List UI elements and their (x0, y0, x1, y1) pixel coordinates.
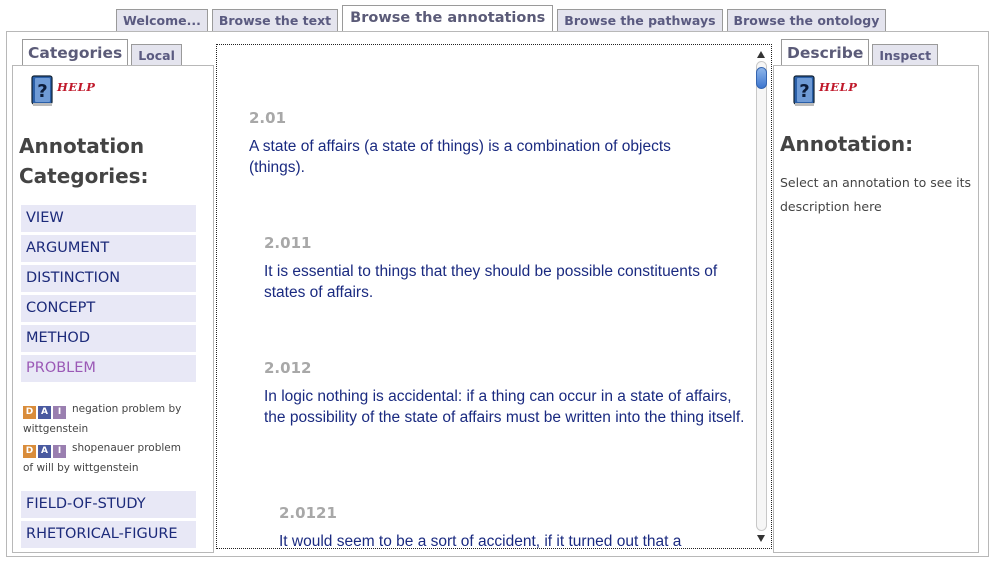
category-list-more (21, 491, 196, 551)
scroll-down-arrow-icon[interactable] (757, 535, 765, 542)
tab-describe[interactable]: Describe (781, 39, 869, 66)
categories-title (19, 131, 149, 191)
annotation-description: Select an annotation to see its description here (780, 175, 971, 214)
tab-browse-ontology[interactable]: Browse the ontology (727, 9, 887, 31)
category-argument[interactable]: ARGUMENT (21, 235, 196, 262)
svg-text:?: ? (37, 81, 48, 102)
tab-inspect[interactable]: Inspect (872, 44, 938, 66)
problem-item (23, 439, 208, 478)
entry-text[interactable]: In logic nothing is accidental: if a thing can occur in a state of affairs, the possibility of the state of affairs must be written into the thing itself. (264, 388, 745, 426)
entry-number: 2.0121 (279, 504, 337, 522)
problem-item (23, 400, 208, 439)
entry-2-012[interactable] (264, 358, 749, 428)
entry-2-01[interactable] (249, 108, 729, 178)
category-concept[interactable]: CONCEPT (21, 295, 196, 322)
right-help-label: HELP (819, 80, 858, 94)
problem-label[interactable]: negation problem by (72, 403, 182, 415)
problem-list (23, 400, 208, 478)
help-book-icon (30, 74, 56, 108)
entry-number: 2.011 (264, 234, 312, 252)
right-tab-bar (781, 39, 938, 66)
category-view[interactable]: VIEW (21, 205, 196, 232)
annotation-title: Annotation: (780, 132, 914, 156)
scroll-track[interactable] (756, 61, 767, 531)
category-field-of-study[interactable]: FIELD-OF-STUDY (21, 491, 196, 518)
text-viewer[interactable] (216, 44, 772, 549)
help-book-icon (792, 74, 818, 108)
problem-label-cont[interactable]: wittgenstein (23, 422, 89, 435)
right-help-button[interactable] (792, 74, 857, 108)
tab-welcome[interactable]: Welcome... (116, 9, 208, 31)
entry-2-0121[interactable] (279, 503, 749, 549)
badge-d[interactable]: D (23, 406, 36, 419)
category-problem[interactable]: PROBLEM (21, 355, 196, 382)
badge-a[interactable]: A (38, 445, 51, 458)
tab-local[interactable]: Local (131, 44, 182, 66)
category-distinction[interactable]: DISTINCTION (21, 265, 196, 292)
tab-browse-annotations[interactable]: Browse the annotations (342, 5, 553, 31)
tab-browse-text[interactable]: Browse the text (212, 9, 338, 31)
badge-a[interactable]: A (38, 406, 51, 419)
entry-text[interactable]: It would seem to be a sort of accident, if it turned out that a (279, 533, 682, 549)
entry-text[interactable]: It is essential to things that they should be possible constituents of states of affairs. (264, 263, 718, 301)
category-method[interactable]: METHOD (21, 325, 196, 352)
top-tab-bar (116, 5, 886, 31)
categories-title-line2: Categories: (19, 164, 149, 188)
left-help-label: HELP (57, 80, 96, 94)
tab-browse-pathways[interactable]: Browse the pathways (557, 9, 722, 31)
scroll-up-arrow-icon[interactable] (757, 51, 765, 58)
badge-d[interactable]: D (23, 445, 36, 458)
scroll-thumb[interactable] (756, 67, 767, 89)
badge-i[interactable]: I (53, 406, 66, 419)
entry-number: 2.01 (249, 109, 287, 127)
badge-i[interactable]: I (53, 445, 66, 458)
left-help-button[interactable] (30, 74, 95, 108)
problem-label-cont[interactable]: of will by wittgenstein (23, 461, 139, 474)
tab-categories[interactable]: Categories (22, 39, 128, 66)
entry-2-011[interactable] (264, 233, 749, 303)
problem-label[interactable]: shopenauer problem (72, 442, 181, 454)
left-tab-bar (22, 39, 182, 66)
category-rhetorical-figure[interactable]: RHETORICAL-FIGURE (21, 521, 196, 548)
entry-number: 2.012 (264, 359, 312, 377)
text-scrollbar[interactable] (754, 47, 769, 546)
svg-text:?: ? (799, 81, 810, 102)
entry-text[interactable]: A state of affairs (a state of things) is a combination of objects (things). (249, 138, 671, 176)
category-list (21, 205, 196, 385)
categories-title-line1: Annotation (19, 134, 145, 158)
